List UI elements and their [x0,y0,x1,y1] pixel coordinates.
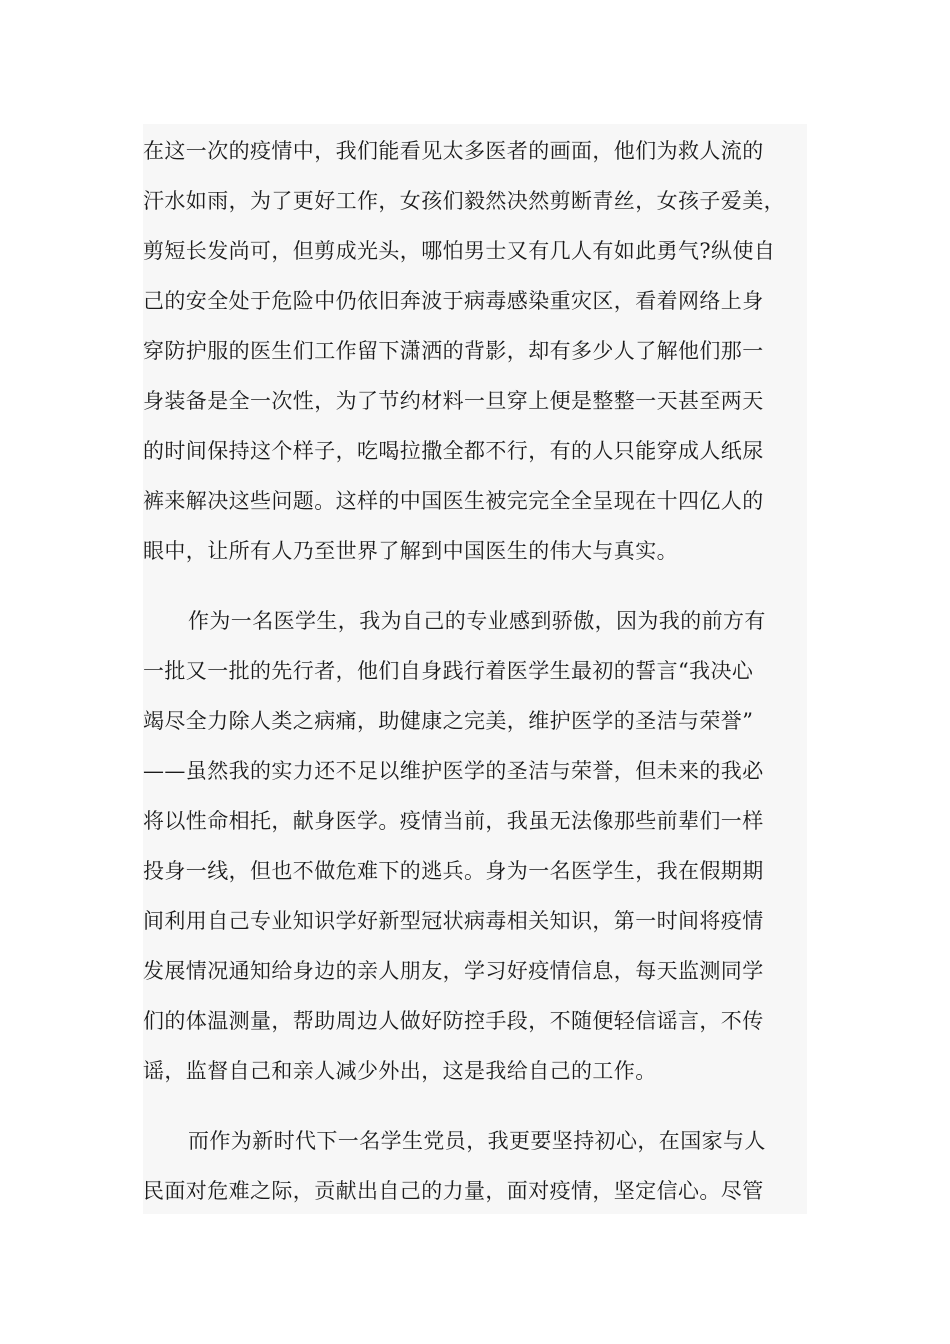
paragraph-1-line-7: 的时间保持这个样子，吃喝拉撒全都不行，有的人只能穿成人纸尿 [143,439,764,463]
paragraph-2-line-8: 发展情况通知给身边的亲人朋友，学习好疫情信息，每天监测同学 [143,959,764,983]
paragraph-2-line-7: 间利用自己专业知识学好新型冠状病毒相关知识，第一时间将疫情 [143,909,764,933]
paragraph-2-line-1: 作为一名医学生，我为自己的专业感到骄傲，因为我的前方有 [188,609,766,633]
paragraph-1-line-4: 己的安全处于危险中仍依旧奔波于病毒感染重灾区，看着网络上身 [143,289,764,313]
paragraph-3-line-2: 民面对危难之际，贡献出自己的力量，面对疫情，坚定信心。尽管 [143,1179,764,1203]
paragraph-2-line-5: 将以性命相托，献身医学。疫情当前，我虽无法像那些前辈们一样 [143,809,764,833]
paragraph-1-line-2: 汗水如雨，为了更好工作，女孩们毅然决然剪断青丝，女孩子爱美， [143,189,785,213]
paragraph-2-line-10: 谣，监督自己和亲人减少外出，这是我给自己的工作。 [143,1059,657,1083]
paragraph-1-line-5: 穿防护服的医生们工作留下潇洒的背影，却有多少人了解他们那一 [143,339,764,363]
paragraph-2-line-6: 投身一线，但也不做危难下的逃兵。身为一名医学生，我在假期期 [143,859,764,883]
paragraph-3-line-1: 而作为新时代下一名学生党员，我更要坚持初心，在国家与人 [188,1129,766,1153]
paragraph-2-line-4: ——虽然我的实力还不足以维护医学的圣洁与荣誉，但未来的我必 [143,759,764,783]
text-block [143,124,807,1214]
paragraph-1-line-3: 剪短长发尚可，但剪成光头，哪怕男士又有几人有如此勇气?纵使自 [143,239,776,263]
paragraph-1-line-9: 眼中，让所有人乃至世界了解到中国医生的伟大与真实。 [143,539,678,563]
paragraph-2-line-2: 一批又一批的先行者，他们自身践行着医学生最初的誓言“我决心 [143,659,754,683]
paragraph-1-line-6: 身装备是全一次性，为了节约材料一旦穿上便是整整一天甚至两天 [143,389,764,413]
paragraph-1-line-8: 裤来解决这些问题。这样的中国医生被完完全全呈现在十四亿人的 [143,489,764,513]
paragraph-1-line-1: 在这一次的疫情中，我们能看见太多医者的画面，他们为救人流的 [143,139,764,163]
paragraph-2-line-3: 竭尽全力除人类之病痛，助健康之完美，维护医学的圣洁与荣誉” [143,709,754,733]
paragraph-2-line-9: 们的体温测量，帮助周边人做好防控手段，不随便轻信谣言，不传 [143,1009,764,1033]
